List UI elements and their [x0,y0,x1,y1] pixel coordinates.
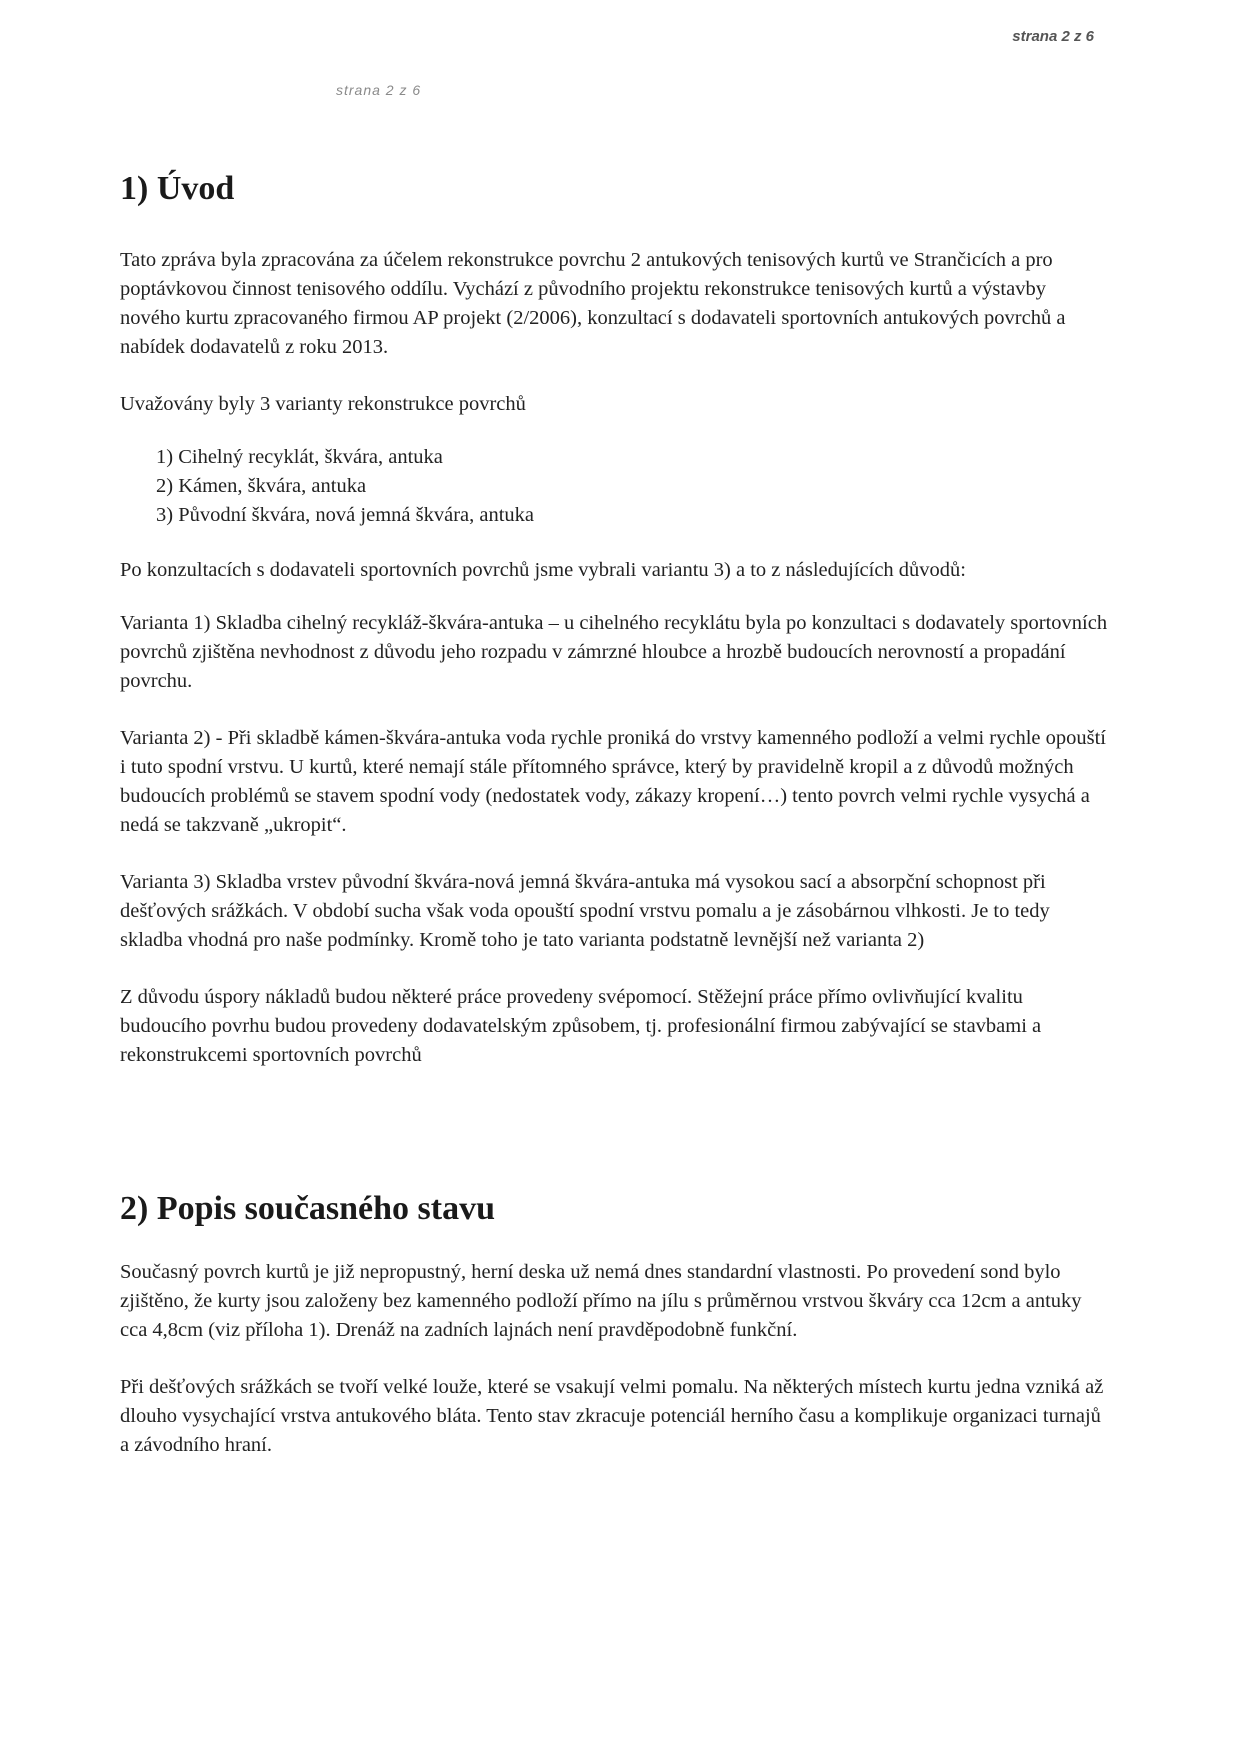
variant-item: 2) Kámen, škvára, antuka [156,475,367,497]
faint-page-number: strana 2 z 6 [336,82,422,98]
variant-3-paragraph: Varianta 3) Skladba vrstev původní škvára-nová jemná škvára-antuka má vysokou sací a absorpční schopnost při dešťových srážkách. V období sucha však voda opouští spodní vrstvu pomalu a je zásobárnou vlhkosti. Je to tedy skladba vhodná pro naše podmínky. Kromě toho je tato varianta podstatně levnější než varianta 2) [120,871,1050,951]
variant-1-paragraph: Varianta 1) Skladba cihelný recykláž-škvára-antuka – u cihelného recyklátu byla po konzultaci s dodavately sportovních povrchů zjištěna nevhodnost z důvodu jeho rozpadu v zámrzné hloubce a hrozbě budoucích nerovností a propadání povrchu. [120,612,1108,692]
section-title-current-state: 2) Popis současného stavu [120,1190,496,1227]
variant-2-paragraph: Varianta 2) - Při skladbě kámen-škvára-antuka voda rychle proniká do vrstvy kamenného podloží a velmi rychle opouští i tuto spodní vrstvu. U kurtů, které nemají stále přítomného správce, který by pravidelně kropil a z důvodů možných budoucích problémů se stavem spodní vody (nedostatek vody, zákazy kropení…) tento povrch velmi rychle vysychá a nedá se takzvaně „ukropit“. [120,727,1106,836]
intro-paragraph: Tato zpráva byla zpracována za účelem rekonstrukce povrchu 2 antukových tenisových kurtů ve Strančicích a pro poptávkovou činnost tenisového oddílu. Vychází z původního projektu rekonstrukce tenisových kurtů a výstavby nového kurtu zpracovaného firmou AP projekt (2/2006), konzultací s dodavateli sportovních antukových povrchů a nabídek dodavatelů z roku 2013. [120,249,1066,358]
rain-paragraph: Při dešťových srážkách se tvoří velké louže, které se vsakují velmi pomalu. Na některých místech kurtu jedna vzniká až dlouho vysychající vrstva antukového bláta. Tento stav zkracuje potenciál herního času a komplikuje organizaci turnajů a závodního hraní. [120,1376,1104,1456]
variants-list [120,443,1110,530]
variants-intro: Uvažovány byly 3 varianty rekonstrukce povrchů [120,393,526,415]
section-title-intro: 1) Úvod [120,170,235,207]
current-state-paragraph: Současný povrch kurtů je již nepropustný, herní deska už nemá dnes standardní vlastnosti. Po provedení sond bylo zjištěno, že kurty jsou založeny bez kamenného podloží přímo na jílu s průměrnou vrstvou škváry cca 12cm a antuky cca 4,8cm (viz příloha 1). Drenáž na zadních lajnách není pravděpodobně funkční. [120,1261,1082,1341]
variant-item: 3) Původní škvára, nová jemná škvára, antuka [156,504,535,526]
variant-item: 1) Cihelný recyklát, škvára, antuka [156,446,443,468]
page-number: strana 2 z 6 [1012,28,1094,45]
document-body [120,170,1110,1460]
savings-paragraph: Z důvodu úspory nákladů budou některé práce provedeny svépomocí. Stěžejní práce přímo ovlivňující kvalitu budoucího povrhu budou provedeny dodavatelským způsobem, tj. profesionální firmou zabývající se stavbami a rekonstrukcemi sportovních povrchů [120,986,1042,1066]
choice-paragraph: Po konzultacích s dodavateli sportovních povrchů jsme vybrali variantu 3) a to z následujících důvodů: [120,559,966,581]
